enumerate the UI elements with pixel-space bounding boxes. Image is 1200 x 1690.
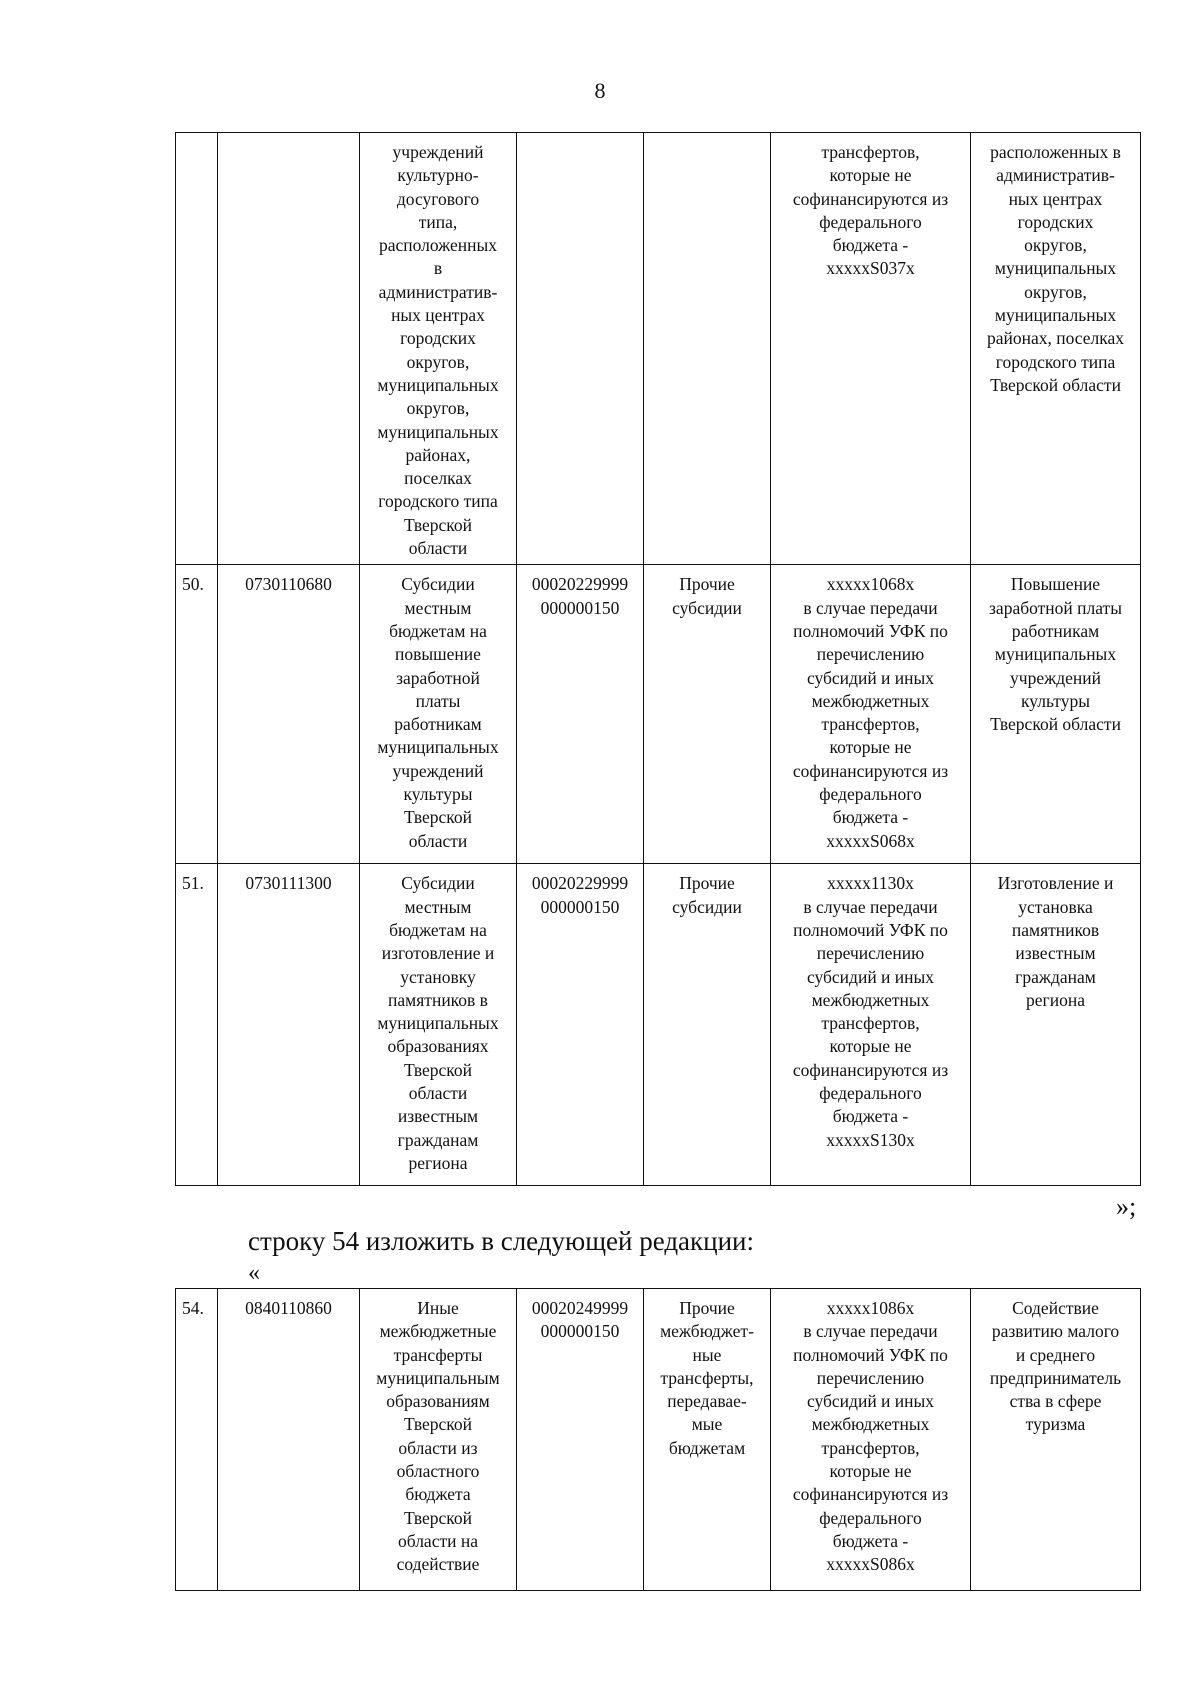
subsidies-table-amended-row — [175, 1288, 1141, 1591]
table-row — [176, 864, 1141, 1186]
transfer-kind-cell — [644, 133, 771, 565]
code-description-cell: xxxxx1130x в случае передачи полномочий УФК по перечислению субсидий и иных межбюджетных трансфертов, которые не софинансируются из федерального бюджета - xxxxxS130x — [771, 864, 971, 1186]
subsidy-name-cell: Иные межбюджетные трансферты муниципальным образованиям Тверской области из областного бюджета Тверской области на содействие — [360, 1289, 517, 1591]
transfer-kind-cell: Прочие межбюджет- ные трансферты, передавае- мые бюджетам — [644, 1289, 771, 1591]
purpose-cell: расположенных в административ- ных центрах городских округов, муниципальных округов, муниципальных районах, поселках городского типа Тверской области — [971, 133, 1141, 565]
purpose-cell: Содействие развитию малого и среднего предприниматель ства в сфере туризма — [971, 1289, 1141, 1591]
row-number-cell: 54. — [176, 1289, 218, 1591]
transfer-kind-cell: Прочие субсидии — [644, 565, 771, 864]
target-code-cell: 0730111300 — [218, 864, 360, 1186]
purpose-cell: Изготовление и установка памятников известным гражданам региона — [971, 864, 1141, 1186]
subsidy-name-cell: Субсидии местным бюджетам на изготовление и установку памятников в муниципальных образованиях Тверской области известным гражданам региона — [360, 864, 517, 1186]
code-description-cell: xxxxx1068x в случае передачи полномочий УФК по перечислению субсидий и иных межбюджетных трансфертов, которые не софинансируются из федерального бюджета - xxxxxS068x — [771, 565, 971, 864]
page-number: 8 — [594, 78, 606, 103]
budget-code-cell: 00020229999 000000150 — [517, 565, 644, 864]
row-number-cell: 51. — [176, 864, 218, 1186]
subsidies-table-continued — [175, 132, 1141, 1186]
table-row — [176, 1289, 1141, 1591]
budget-code-cell: 00020229999 000000150 — [517, 864, 644, 1186]
table-row — [176, 133, 1141, 565]
row-number-cell: 50. — [176, 565, 218, 864]
target-code-cell: 0840110860 — [218, 1289, 360, 1591]
table-row — [176, 565, 1141, 864]
subsidy-name-cell: Субсидии местным бюджетам на повышение заработной платы работникам муниципальных учреждений культуры Тверской области — [360, 565, 517, 864]
transfer-kind-cell: Прочие субсидии — [644, 864, 771, 1186]
closing-quote: »; — [1116, 1192, 1137, 1221]
subsidy-name-cell: учреждений культурно- досугового типа, расположенных в административ- ных центрах городских округов, муниципальных округов, муниципальных районах, поселках городского типа Тверской области — [360, 133, 517, 565]
budget-code-cell — [517, 133, 644, 565]
row-number-cell — [176, 133, 218, 565]
budget-code-cell: 00020249999 000000150 — [517, 1289, 644, 1591]
code-description-cell: трансфертов, которые не софинансируются из федерального бюджета - xxxxxS037x — [771, 133, 971, 565]
purpose-cell: Повышение заработной платы работникам муниципальных учреждений культуры Тверской области — [971, 565, 1141, 864]
target-code-cell: 0730110680 — [218, 565, 360, 864]
opening-quote: « — [248, 1260, 260, 1286]
amendment-instruction: строку 54 изложить в следующей редакции: — [248, 1226, 755, 1256]
code-description-cell: xxxxx1086x в случае передачи полномочий УФК по перечислению субсидий и иных межбюджетных трансфертов, которые не софинансируются из федерального бюджета - xxxxxS086x — [771, 1289, 971, 1591]
target-code-cell — [218, 133, 360, 565]
